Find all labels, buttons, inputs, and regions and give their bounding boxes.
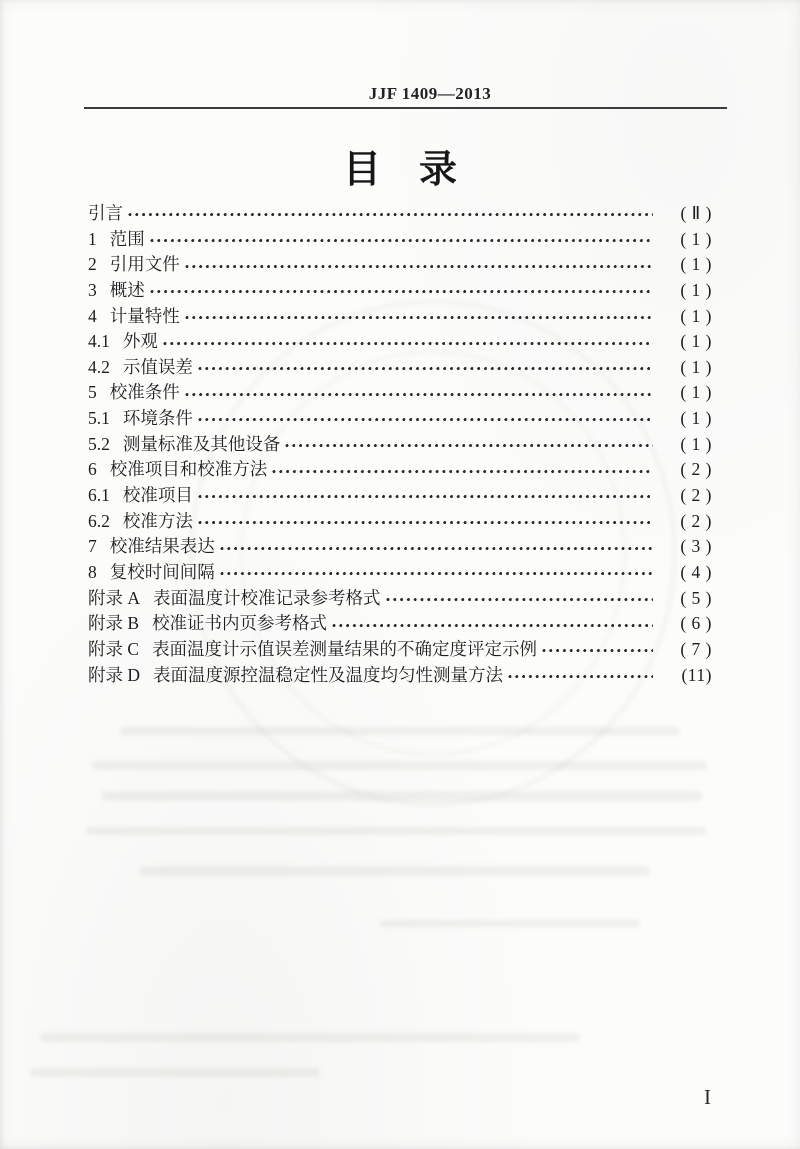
toc-leader-dots	[184, 385, 653, 402]
text-bleedthrough-ghost	[120, 727, 680, 735]
text-bleedthrough-ghost	[140, 866, 650, 876]
text-bleedthrough-ghost	[380, 920, 640, 927]
toc-entry-number: 附录 A	[88, 587, 141, 608]
toc-leader-dots	[197, 359, 653, 376]
text-bleedthrough-ghost	[86, 827, 706, 835]
toc-entry-page: ( 1 )	[680, 408, 712, 429]
toc-leader-dots	[184, 308, 653, 325]
toc-entry-title: 表面温度源控温稳定性及温度均匀性测量方法	[153, 664, 504, 685]
toc-title: 目 录	[342, 149, 457, 191]
toc-entry-number: 5.1	[88, 408, 110, 429]
footer-page-number: I	[704, 1085, 711, 1109]
toc-entry-number: 4	[88, 305, 97, 326]
toc-entry	[88, 663, 712, 689]
toc-entry-title: 校准条件	[109, 382, 180, 403]
toc-entry	[88, 252, 712, 278]
toc-entry-page: ( 1 )	[680, 356, 712, 377]
toc-entry	[88, 534, 712, 560]
toc-entry-page: ( 1 )	[680, 279, 712, 300]
toc-leader-dots	[507, 667, 653, 684]
toc-entry-number: 附录 D	[88, 664, 141, 685]
text-bleedthrough-ghost	[92, 761, 707, 770]
toc-entry-page: ( 3 )	[680, 536, 712, 557]
toc-entry-page: ( 5 )	[680, 587, 712, 608]
toc-entry-title: 范围	[109, 228, 145, 249]
toc-leader-dots	[197, 487, 653, 504]
table-of-contents	[88, 201, 712, 688]
toc-entry-number: 附录 C	[88, 638, 140, 659]
header-rule	[84, 107, 727, 109]
toc-leader-dots	[271, 462, 653, 479]
toc-entry-page: ( 1 )	[680, 305, 712, 326]
toc-entry-number: 5	[88, 382, 97, 403]
toc-entry	[88, 560, 712, 586]
toc-entry	[88, 509, 712, 535]
toc-entry-page: ( 2 )	[680, 510, 712, 531]
toc-leader-dots	[197, 513, 653, 530]
toc-entry-number: 5.2	[88, 433, 110, 454]
toc-entry-number: 6.1	[88, 485, 110, 506]
toc-entry	[88, 304, 712, 330]
toc-entry-page: ( 1 )	[680, 331, 712, 352]
toc-entry-number: 6	[88, 459, 97, 480]
toc-entry-title: 外观	[122, 331, 158, 352]
toc-entry-page: ( 6 )	[680, 613, 712, 634]
toc-entry-title: 示值误差	[122, 356, 193, 377]
toc-leader-dots	[385, 590, 653, 607]
toc-entry-title: 引言	[88, 203, 123, 223]
toc-leader-dots	[127, 205, 653, 222]
toc-entry	[88, 406, 712, 432]
toc-entry-page: ( 2 )	[680, 459, 712, 480]
toc-entry	[88, 201, 712, 227]
toc-entry-title: 计量特性	[109, 305, 180, 326]
toc-entry-title: 测量标准及其他设备	[122, 433, 281, 454]
toc-leader-dots	[149, 231, 653, 248]
toc-entry	[88, 637, 712, 663]
toc-entry-number: 3	[88, 279, 97, 300]
toc-leader-dots	[149, 282, 653, 299]
toc-entry-page: ( 1 )	[680, 228, 712, 249]
toc-entry-number: 6.2	[88, 510, 110, 531]
toc-entry-title: 概述	[109, 279, 145, 300]
standard-number-header: JJF 1409—2013	[368, 84, 492, 103]
toc-entry-title: 表面温度计示值误差测量结果的不确定度评定示例	[152, 638, 538, 659]
toc-leader-dots	[219, 564, 653, 581]
toc-leader-dots	[184, 257, 653, 274]
toc-entry-title: 环境条件	[122, 408, 193, 429]
toc-entry-title: 复校时间间隔	[109, 561, 215, 582]
toc-entry	[88, 586, 712, 612]
toc-entry	[88, 611, 712, 637]
toc-leader-dots	[162, 334, 653, 351]
toc-entry-title: 校准项目和校准方法	[109, 459, 268, 480]
toc-entry-title: 校准结果表达	[109, 536, 215, 557]
toc-entry-page: ( 1 )	[680, 382, 712, 403]
toc-entry-page: (11)	[681, 664, 712, 685]
toc-entry	[88, 432, 712, 458]
toc-entry-page: ( 2 )	[680, 485, 712, 506]
toc-entry	[88, 329, 712, 355]
toc-entry	[88, 457, 712, 483]
toc-entry-page: ( 1 )	[680, 254, 712, 275]
toc-entry-number: 4.2	[88, 356, 110, 377]
toc-entry-number: 7	[88, 536, 97, 557]
toc-entry-number: 8	[88, 561, 97, 582]
toc-entry	[88, 227, 712, 253]
toc-entry-page: ( 4 )	[680, 561, 712, 582]
toc-entry-title: 校准方法	[122, 510, 193, 531]
text-bleedthrough-ghost	[102, 791, 702, 801]
toc-entry	[88, 483, 712, 509]
toc-entry-number: 2	[88, 254, 97, 275]
toc-leader-dots	[541, 641, 653, 658]
toc-entry	[88, 278, 712, 304]
toc-entry-number: 附录 B	[88, 613, 140, 634]
toc-entry-title: 引用文件	[109, 254, 180, 275]
toc-entry-page: ( 1 )	[680, 433, 712, 454]
toc-entry	[88, 355, 712, 381]
toc-entry	[88, 380, 712, 406]
toc-entry-title: 表面温度计校准记录参考格式	[153, 587, 381, 608]
toc-entry-number: 1	[88, 228, 97, 249]
toc-entry-title: 校准项目	[122, 485, 193, 506]
toc-entry-title: 校准证书内页参考格式	[152, 613, 328, 634]
toc-leader-dots	[284, 436, 653, 453]
text-bleedthrough-ghost	[30, 1068, 320, 1077]
toc-entry-page: ( Ⅱ )	[680, 203, 712, 223]
toc-leader-dots	[219, 539, 653, 556]
toc-leader-dots	[331, 616, 653, 633]
toc-leader-dots	[197, 410, 653, 427]
text-bleedthrough-ghost	[40, 1033, 580, 1042]
toc-entry-page: ( 7 )	[680, 638, 712, 659]
toc-entry-number: 4.1	[88, 331, 110, 352]
